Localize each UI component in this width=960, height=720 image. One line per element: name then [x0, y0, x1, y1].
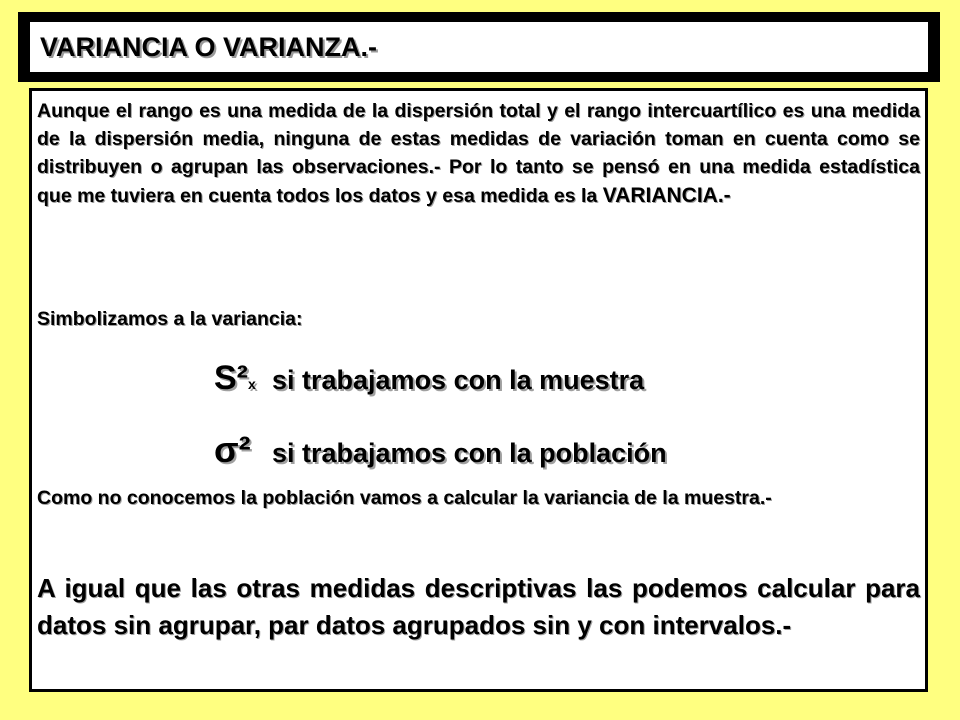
population-variance-symbol: σ²: [214, 429, 251, 470]
intro-emphasis: VARIANCIA.-: [602, 183, 731, 207]
closing-paragraph: A igual que las otras medidas descriptivas las podemos calcular para datos sin agrupar, par datos agrupados sin y con intervalos.-: [37, 573, 920, 640]
intro-paragraph: [37, 97, 920, 210]
note-paragraph: Como no conocemos la población vamos a calcular la variancia de la muestra.-: [37, 487, 772, 509]
slide-title: VARIANCIA O VARIANZA.-: [40, 31, 377, 62]
intro-text: Aunque el rango es una medida de la dispersión total y el rango intercuartílico es una medida de la dispersión media, ninguna de estas medidas de variación toman en cuenta como se distribuyen o agrupan las observaciones.- Por lo tanto se pensó en una medida estadística que me tuviera en cuenta todos los datos y esa medida es la: [37, 100, 920, 207]
sample-subscript: x: [248, 376, 256, 392]
symbol-intro: Simbolizamos a la variancia:: [37, 308, 303, 330]
content-panel: [29, 88, 928, 692]
title-box: [30, 22, 928, 72]
formula-population: [214, 429, 667, 471]
population-description: si trabajamos con la población: [272, 438, 667, 468]
formula-sample: [214, 359, 644, 398]
sample-description: si trabajamos con la muestra: [272, 365, 645, 395]
sample-variance-symbol: [214, 359, 272, 398]
sample-symbol: S²: [214, 359, 248, 397]
title-frame: [18, 12, 940, 82]
